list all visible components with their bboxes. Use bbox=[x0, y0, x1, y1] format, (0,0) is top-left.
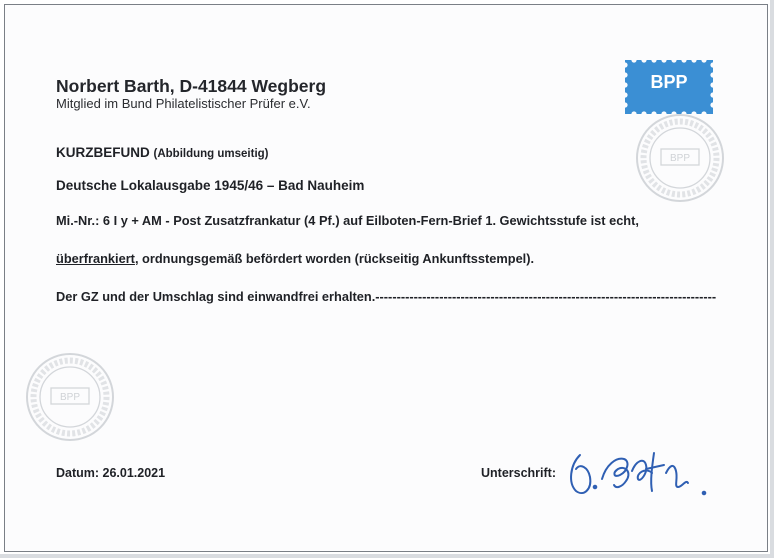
seal-stamp-icon bbox=[634, 112, 726, 204]
page-edge-bottom bbox=[0, 554, 774, 558]
seal-stamp-icon bbox=[24, 351, 116, 443]
page-edge-right bbox=[770, 0, 774, 558]
issue-line: Deutsche Lokalausgabe 1945/46 – Bad Nauheim bbox=[56, 178, 365, 193]
underlined-term: überfrankiert bbox=[56, 251, 135, 266]
report-title bbox=[56, 145, 269, 160]
seal-stamp-text: BPP bbox=[59, 392, 81, 403]
seal-stamp-text: BPP bbox=[669, 153, 691, 164]
finding-line-2-rest: , ordnungsgemäß befördert worden (rückseitig Ankunftsstempel). bbox=[134, 251, 535, 266]
finding-line-2 bbox=[56, 251, 534, 266]
signature-label: Unterschrift: bbox=[481, 466, 557, 480]
date-line: Datum: 26.01.2021 bbox=[56, 466, 166, 480]
membership-line: Mitglied im Bund Philatelistischer Prüfer e.V. bbox=[56, 96, 311, 111]
bpp-logo-text: BPP bbox=[650, 72, 688, 92]
bpp-logo-icon bbox=[622, 57, 716, 117]
expert-name: Norbert Barth, D-41844 Wegberg bbox=[56, 76, 327, 96]
report-title-main: KURZBEFUND bbox=[56, 145, 150, 160]
signature-icon bbox=[566, 443, 716, 503]
finding-line-3: Der GZ und der Umschlag sind einwandfrei erhalten.-------------------------------------------------------------------------------- bbox=[56, 289, 717, 304]
report-title-note: (Abbildung umseitig) bbox=[153, 148, 269, 160]
finding-line-1: Mi.-Nr.: 6 I y + AM - Post Zusatzfrankatur (4 Pf.) auf Eilboten-Fern-Brief 1. Gewichtsstufe ist echt, bbox=[56, 213, 639, 228]
